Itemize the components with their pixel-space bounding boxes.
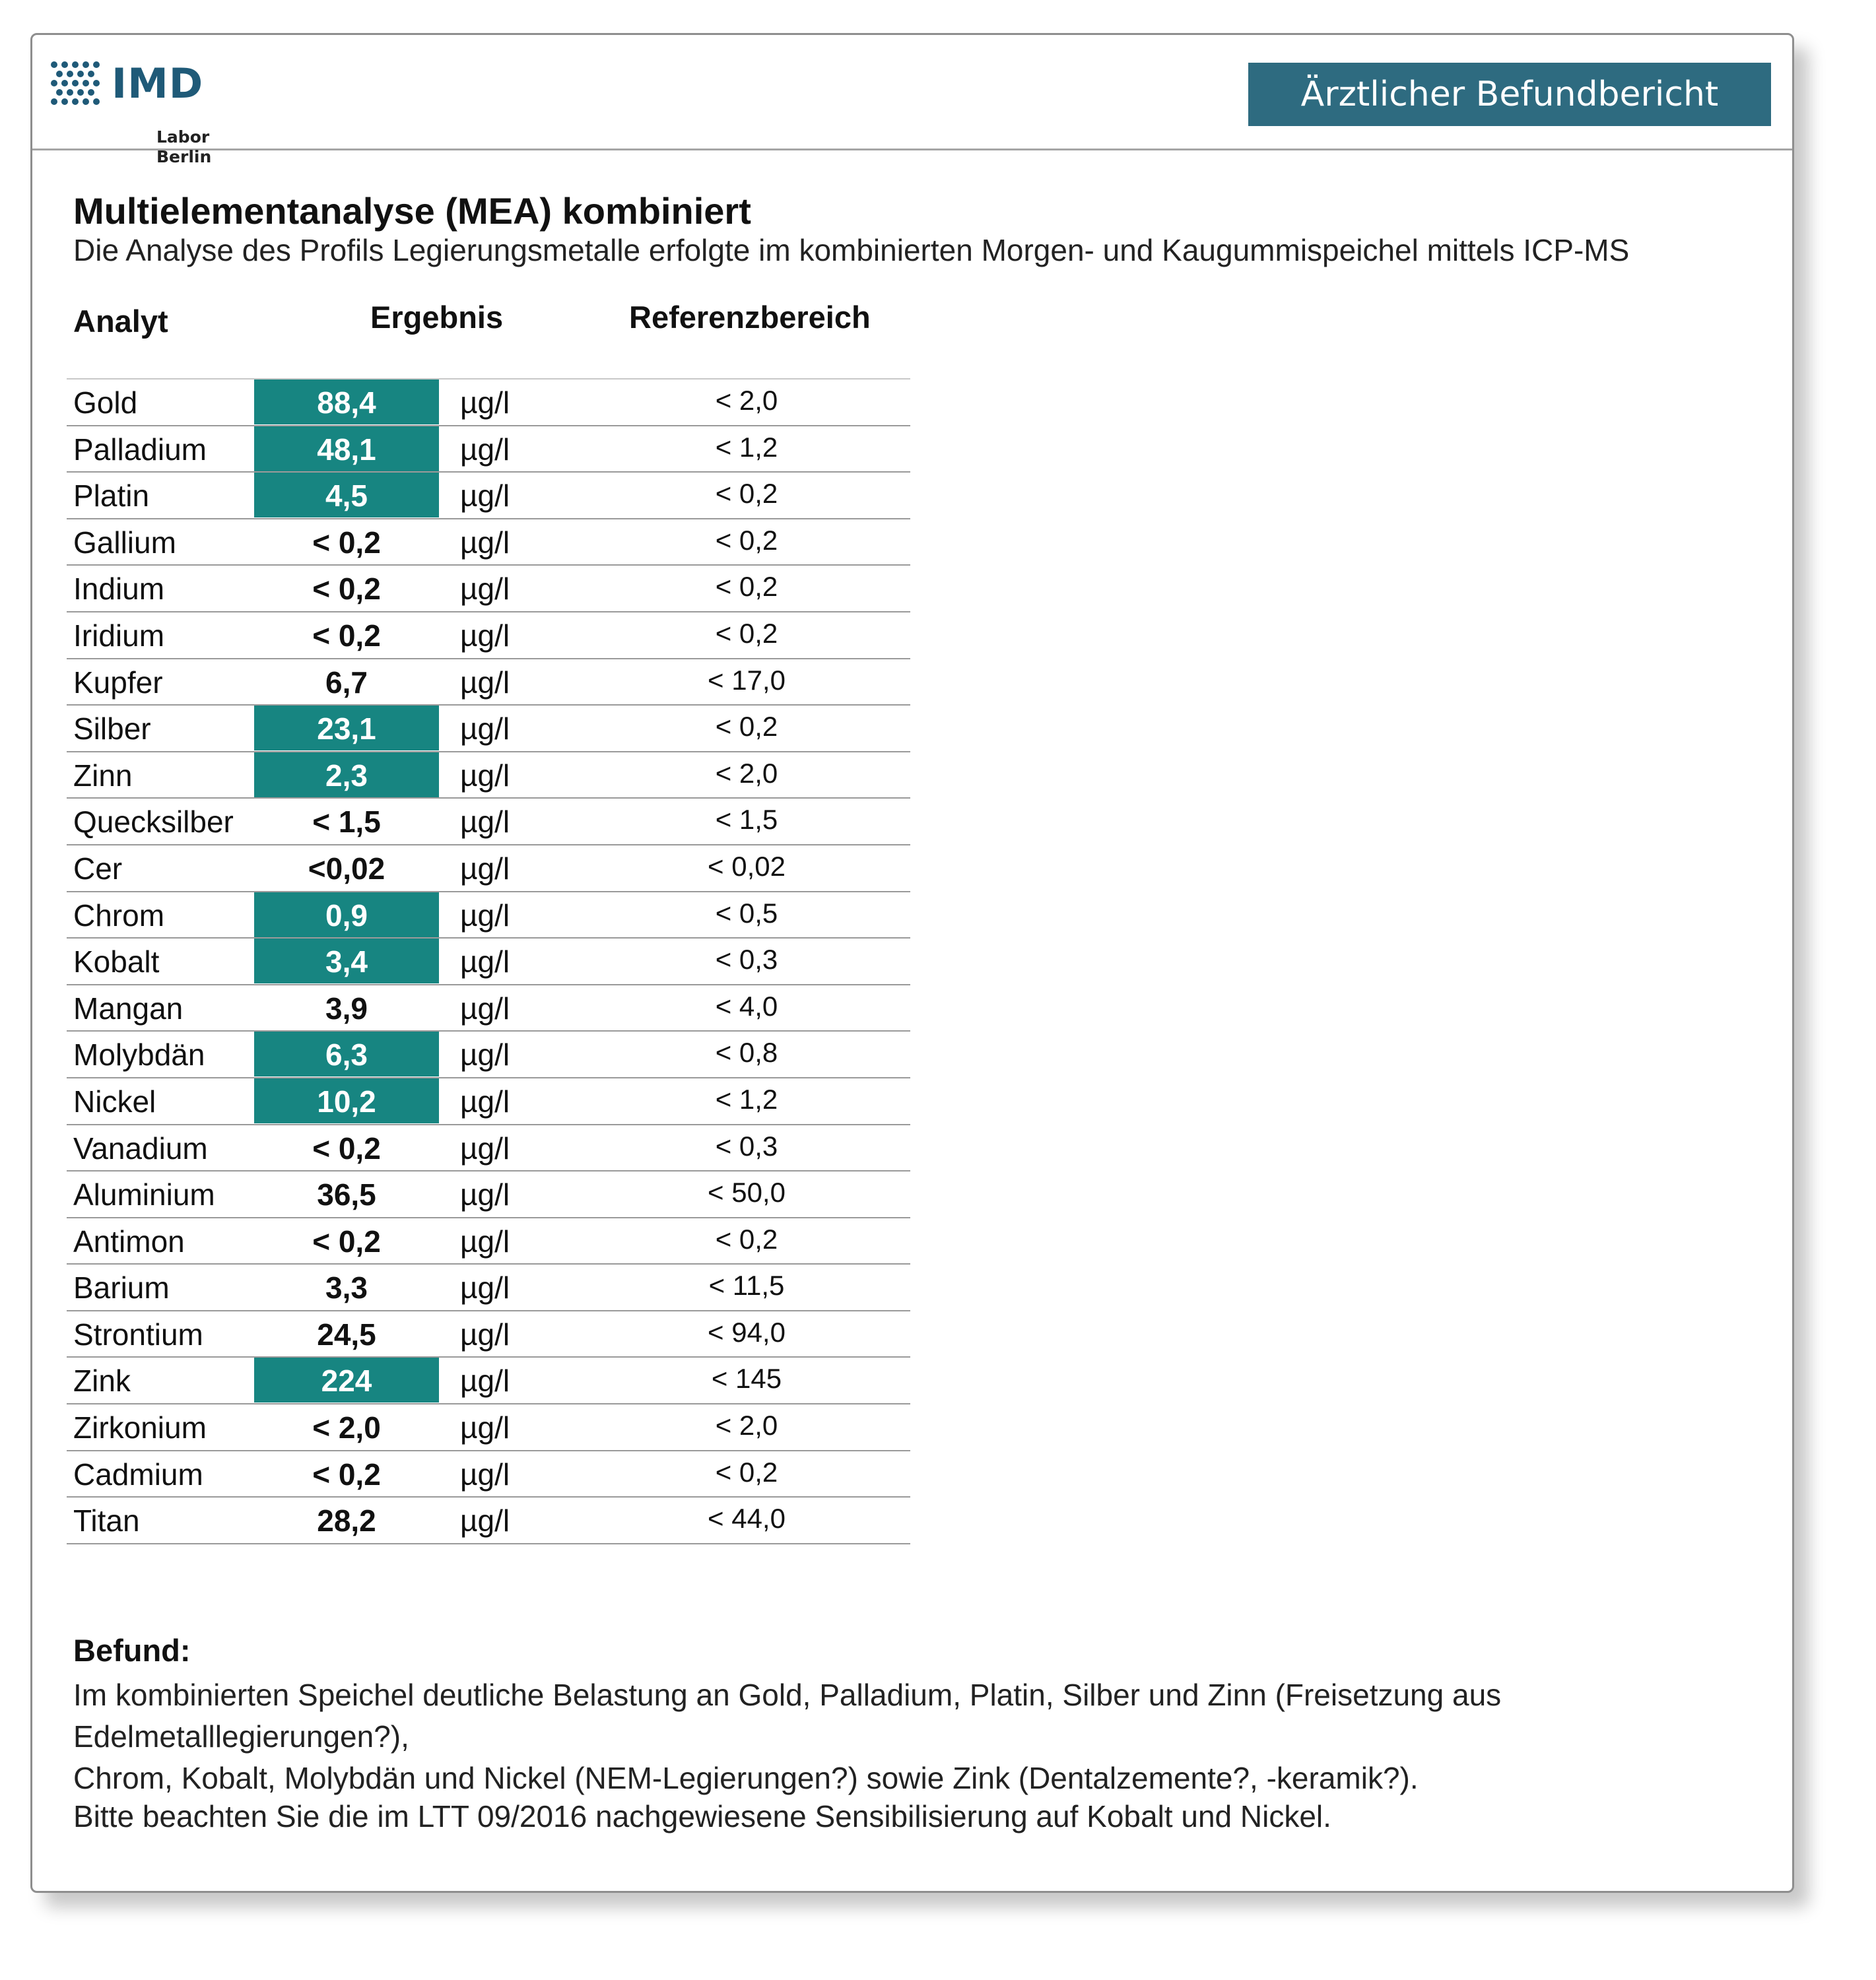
table-row [67,939,910,985]
result-value: 6,7 [325,665,368,700]
unit-cell: µg/l [460,432,510,467]
table-row [67,1404,910,1451]
befund-line-2: Chrom, Kobalt, Molybdän und Nickel (NEM-Legierungen?) sowie Zink (Dentalzemente?, -keramik?). [73,1761,1419,1795]
table-row [67,706,910,752]
report-title: Multielementanalyse (MEA) kombiniert [73,190,751,232]
column-header-ergebnis: Ergebnis [370,300,504,335]
unit-cell: µg/l [460,478,510,513]
analyt-cell: Cer [73,851,123,886]
result-value: 224 [254,1358,439,1402]
report-header [32,35,1792,166]
analyt-cell: Gold [73,385,138,420]
analyt-cell: Iridium [73,618,165,653]
befund-line-1: Im kombinierten Speichel deutliche Belastung an Gold, Palladium, Platin, Silber und Zinn (Freisetzung aus Edelmetalllegierungen?), [73,1678,1502,1754]
unit-cell: µg/l [460,572,510,607]
reference-range: < 1,2 [715,1083,778,1115]
table-row [67,985,910,1032]
table-row [67,612,910,659]
unit-cell: µg/l [460,1131,510,1166]
unit-cell: µg/l [460,851,510,886]
result-value: < 0,2 [312,618,381,653]
result-value: < 0,2 [312,1224,381,1259]
reference-range: < 94,0 [708,1316,786,1348]
result-value: 2,3 [254,752,439,797]
unit-cell: µg/l [460,1457,510,1492]
table-row [67,426,910,473]
result-value: < 0,2 [312,525,381,560]
analyt-cell: Aluminium [73,1177,215,1212]
table-row [67,1125,910,1172]
report-subtitle: Die Analyse des Profils Legierungsmetalle erfolgte im kombinierten Morgen- und Kaugummispeichel mittels ICP-MS [73,233,1630,267]
unit-cell: µg/l [460,665,510,700]
result-value: 23,1 [254,706,439,750]
analyt-cell: Palladium [73,432,207,467]
reference-range: < 0,2 [715,524,778,556]
table-row [67,1078,910,1125]
table-row [67,752,910,799]
reference-range: < 0,02 [708,850,786,882]
analyt-cell: Silber [73,711,151,746]
table-row [67,799,910,845]
result-value: 10,2 [254,1078,439,1123]
reference-range: < 1,2 [715,431,778,463]
logo-name: IMD [112,59,204,108]
analyt-cell: Platin [73,478,150,513]
befund-title: Befund: [73,1633,191,1668]
result-value: < 0,2 [312,1457,381,1492]
reference-range: < 0,5 [715,897,778,929]
unit-cell: µg/l [460,1038,510,1072]
analyt-cell: Chrom [73,898,165,933]
unit-cell: µg/l [460,1364,510,1399]
result-value: 4,5 [254,473,439,517]
analyt-cell: Molybdän [73,1038,205,1072]
analyt-cell: Antimon [73,1224,185,1259]
result-value: < 0,2 [312,1131,381,1166]
unit-cell: µg/l [460,1503,510,1538]
reference-range: < 2,0 [715,385,778,416]
reference-range: < 1,5 [715,804,778,836]
result-value: 0,9 [254,892,439,937]
result-value: 36,5 [317,1177,376,1212]
unit-cell: µg/l [460,1270,510,1305]
column-header-referenz: Referenzbereich [629,300,871,335]
reference-range: < 0,2 [715,571,778,603]
analyt-cell: Mangan [73,991,184,1026]
reference-range: < 2,0 [715,1410,778,1441]
table-row [67,659,910,706]
reference-range: < 0,2 [715,1456,778,1488]
table-row [67,1358,910,1404]
unit-cell: µg/l [460,898,510,933]
analyt-cell: Gallium [73,525,176,560]
result-value: <0,02 [308,851,385,886]
unit-cell: µg/l [460,1410,510,1445]
unit-cell: µg/l [460,758,510,793]
reference-range: < 17,0 [708,664,786,696]
result-value: 3,4 [254,939,439,983]
analyt-cell: Zink [73,1364,131,1399]
analyt-cell: Strontium [73,1317,203,1352]
table-row [67,473,910,519]
reference-range: < 50,0 [708,1177,786,1208]
reference-range: < 4,0 [715,990,778,1022]
result-value: 28,2 [317,1503,376,1538]
reference-range: < 0,2 [715,478,778,510]
table-row [67,566,910,612]
analyt-cell: Cadmium [73,1457,203,1492]
unit-cell: µg/l [460,1317,510,1352]
unit-cell: µg/l [460,944,510,979]
result-value: 48,1 [254,426,439,471]
reference-range: < 11,5 [708,1270,785,1302]
analyt-cell: Indium [73,572,165,607]
analyt-cell: Zinn [73,758,133,793]
analyt-cell: Zirkonium [73,1410,207,1445]
unit-cell: µg/l [460,711,510,746]
table-row [67,845,910,892]
table-row [67,380,910,426]
analyt-cell: Barium [73,1270,170,1305]
result-value: 3,3 [325,1270,368,1305]
analyt-cell: Vanadium [73,1131,208,1166]
reference-range: < 0,2 [715,711,778,742]
result-value: < 0,2 [312,572,381,607]
analyt-cell: Kupfer [73,665,163,700]
logo-subtitle: Labor Berlin [156,127,212,166]
reference-range: < 0,2 [715,1223,778,1255]
unit-cell: µg/l [460,385,510,420]
analyt-cell: Kobalt [73,944,160,979]
logo-dots-icon [48,59,102,113]
reference-range: < 2,0 [715,757,778,789]
analyt-cell: Titan [73,1503,140,1538]
unit-cell: µg/l [460,618,510,653]
befund-note: Bitte beachten Sie die im LTT 09/2016 nachgewiesene Sensibilisierung auf Kobalt und Nickel. [73,1799,1331,1833]
unit-cell: µg/l [460,525,510,560]
result-value: 24,5 [317,1317,376,1352]
result-value: 6,3 [254,1032,439,1076]
befund-text [73,1674,1783,1799]
unit-cell: µg/l [460,991,510,1026]
reference-range: < 0,3 [715,944,778,975]
table-row [67,1451,910,1498]
unit-cell: µg/l [460,1177,510,1212]
analyt-cell: Nickel [73,1084,156,1119]
table-row [67,519,910,566]
report-card [30,33,1794,1893]
table-row [67,1311,910,1358]
imd-logo [48,59,266,166]
result-value: < 1,5 [312,805,381,840]
reference-range: < 145 [711,1363,782,1395]
table-row [67,1032,910,1078]
unit-cell: µg/l [460,1224,510,1259]
table-row [67,1172,910,1218]
table-row [67,892,910,939]
table-row [67,1265,910,1311]
reference-range: < 0,3 [715,1130,778,1162]
reference-range: < 0,8 [715,1037,778,1069]
unit-cell: µg/l [460,805,510,840]
unit-cell: µg/l [460,1084,510,1119]
report-type-badge: Ärztlicher Befundbericht [1248,63,1771,126]
analyt-cell: Quecksilber [73,805,234,840]
result-value: < 2,0 [312,1410,381,1445]
reference-range: < 44,0 [708,1503,786,1534]
results-table [67,378,910,1544]
result-value: 3,9 [325,991,368,1026]
column-header-analyt: Analyt [73,304,168,339]
reference-range: < 0,2 [715,617,778,649]
result-value: 88,4 [254,380,439,424]
table-row [67,1218,910,1265]
table-row [67,1498,910,1544]
